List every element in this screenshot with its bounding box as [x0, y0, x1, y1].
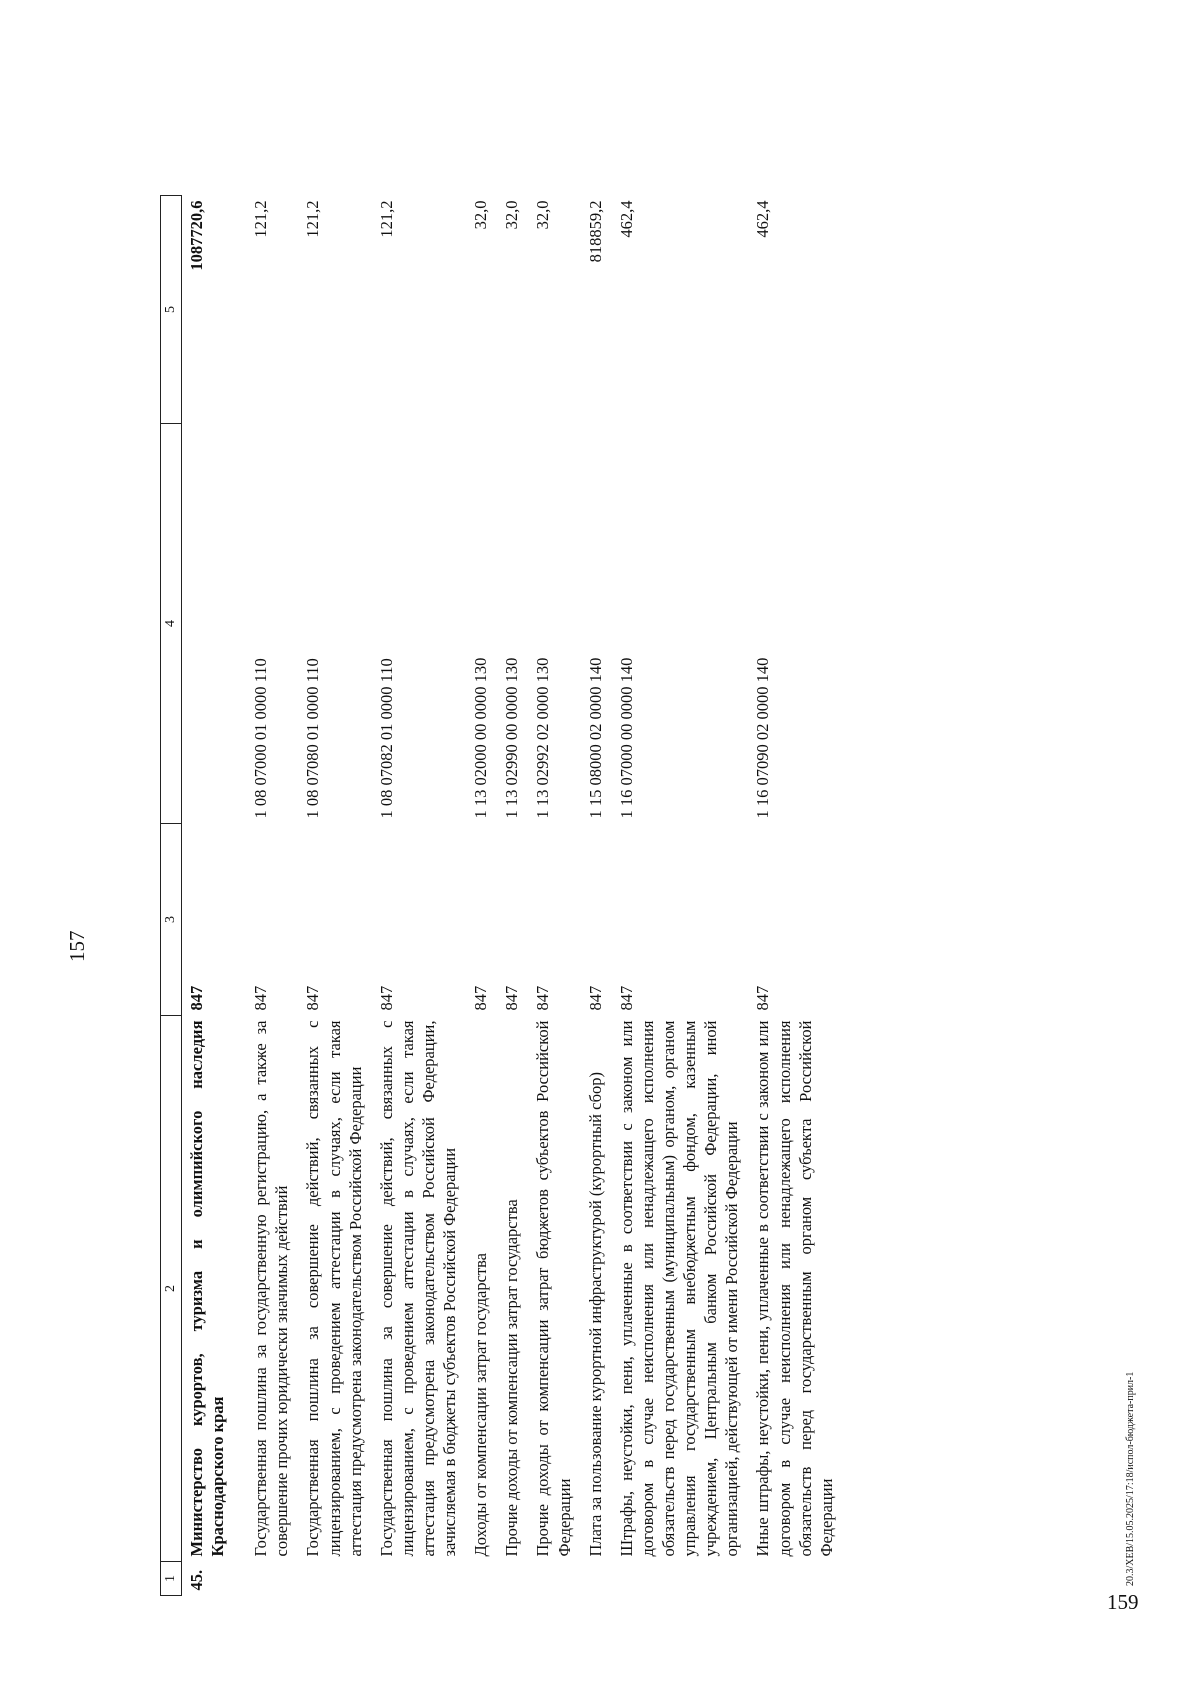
revenue-table: [160, 195, 847, 1596]
row-admin-code: 847: [303, 985, 323, 1011]
row-admin-code: 847: [376, 985, 396, 1011]
table-row: [616, 196, 753, 1596]
row-number: [302, 1562, 375, 1596]
row-number: [752, 1562, 846, 1596]
row-amount: 121,2: [251, 200, 271, 238]
table-row: [501, 196, 532, 1596]
row-budget-code: 1 13 02992 02 0000 130: [533, 657, 553, 819]
row-number: [470, 1562, 501, 1596]
row-budget-code: 1 15 08000 02 0000 140: [585, 657, 605, 819]
document-code: 20.3/ХЕВ/15.05.2025/17:18/испол-бюджета-прил-1: [1125, 1371, 1136, 1586]
row-budget-code: 1 16 07090 02 0000 140: [753, 657, 773, 819]
row-budget-code: 1 08 07080 01 0000 110: [303, 658, 323, 819]
table-row: [470, 196, 501, 1596]
row-number: [532, 1562, 584, 1596]
row-name: Государственная пошлина за совершение действий, связанных с лицензированием, с проведением аттестации в случаях, если такая аттестация предусмотрена законодательством Российской Федерации, зачисляемая в бюджеты субъектов Российской Федерации: [376, 1020, 460, 1557]
row-admin-code: 847: [533, 985, 553, 1011]
row-name: Прочие доходы от компенсации затрат государства: [502, 1199, 522, 1557]
row-amount: 462,4: [753, 200, 773, 238]
row-number: [501, 1562, 532, 1596]
row-budget-code: 1 16 07000 00 0000 140: [616, 657, 636, 819]
row-budget-code: 1 08 07000 01 0000 110: [251, 658, 271, 819]
row-name: Иные штрафы, неустойки, пени, уплаченные в соответствии с законом или договором в случае неисполнения или ненадлежащего исполнения обязательств перед государственным органом субъекта Российской Федерации: [753, 1020, 836, 1557]
row-name: Прочие доходы от компенсации затрат бюджетов субъектов Российской Федерации: [533, 1020, 574, 1557]
row-amount: 121,2: [376, 200, 396, 238]
row-number: [376, 1562, 470, 1596]
row-budget-code: 1 08 07082 01 0000 110: [376, 658, 396, 819]
row-admin-code: 847: [753, 985, 773, 1011]
row-name: Штрафы, неустойки, пени, уплаченные в соответствии с законом или договором в случае неисполнения или ненадлежащего исполнения обязательств перед государственным (муниципальным) органом, органом управления государственным внебюджетным фондом, казенным учреждением, Центральным банком Российской Федерации, иной организацией, действующей от имени Российской Федерации: [616, 1020, 742, 1557]
row-amount: 121,2: [303, 200, 323, 238]
row-name: Государственная пошлина за совершение действий, связанных с лицензированием, с проведением аттестации в случаях, если такая аттестация предусмотрена законодательством Российской Федерации: [303, 1020, 365, 1557]
header-row: [161, 196, 182, 1596]
row-number: [585, 1562, 616, 1596]
row-amount: 32,0: [533, 200, 553, 230]
row-name: Доходы от компенсации затрат государства: [471, 1252, 491, 1557]
table-row: [752, 196, 846, 1596]
table-row: [302, 196, 375, 1596]
row-amount: 1087720,6: [187, 200, 206, 271]
page-number-top: 157: [65, 930, 89, 962]
row-admin-code: 847: [471, 985, 491, 1011]
table-row: [532, 196, 584, 1596]
row-name: Плата за пользование курортной инфраструктурой (курортный сбор): [585, 1072, 605, 1557]
row-admin-code: 847: [187, 985, 206, 1011]
row-name: Государственная пошлина за государственную регистрацию, а также за совершение прочих юридически значимых действий: [251, 1020, 292, 1557]
page-number-bottom: 159: [1107, 1590, 1139, 1614]
row-amount: 32,0: [471, 200, 491, 230]
row-budget-code: 1 13 02990 00 0000 130: [502, 657, 522, 819]
header-col-5: 5: [161, 196, 182, 424]
row-admin-code: 847: [585, 985, 605, 1011]
table-row: [182, 196, 251, 1596]
header-col-2: 2: [161, 1016, 182, 1562]
row-number: [616, 1562, 753, 1596]
row-amount: 32,0: [502, 200, 522, 230]
row-admin-code: 847: [616, 985, 636, 1011]
table-row: [250, 196, 302, 1596]
table-row: [585, 196, 616, 1596]
row-number: [250, 1562, 302, 1596]
row-budget-code: [182, 424, 251, 824]
row-budget-code: 1 13 02000 00 0000 130: [471, 657, 491, 819]
row-name: Министерство курортов, туризма и олимпийского наследия Краснодарского края: [187, 1020, 228, 1557]
row-admin-code: 847: [251, 985, 271, 1011]
row-amount: 818859,2: [585, 200, 605, 263]
row-admin-code: 847: [502, 985, 522, 1011]
table-row: [376, 196, 470, 1596]
header-col-3: 3: [161, 824, 182, 1016]
header-col-4: 4: [161, 424, 182, 824]
row-amount: 462,4: [616, 200, 636, 238]
row-number: 45.: [187, 1569, 206, 1591]
table-body: [182, 196, 847, 1596]
rotated-page-content: [65, 126, 1136, 1596]
header-col-1: 1: [161, 1562, 182, 1596]
